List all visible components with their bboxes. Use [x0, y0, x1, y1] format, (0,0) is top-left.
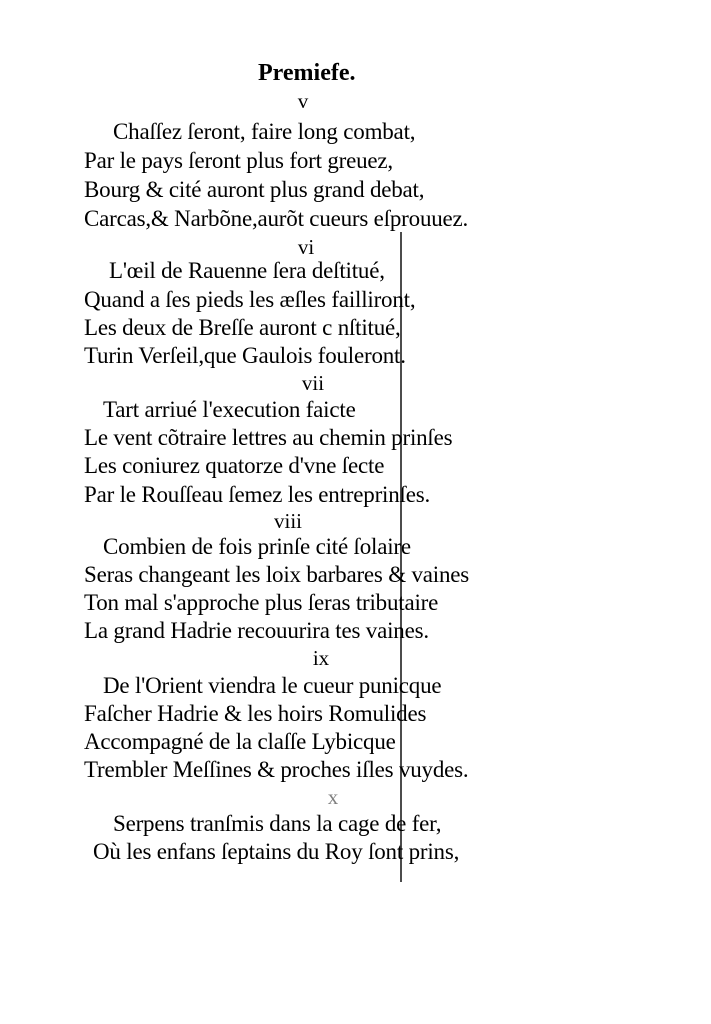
verse-line: Turin Verſeil,que Gaulois fouleront. [84, 343, 406, 368]
verse-line: Chaſſez ſeront, faire long combat, [113, 119, 416, 144]
verse-line: Les coniurez quatorze d'vne ſecte [84, 453, 385, 478]
quatrain-numeral: vii [301, 371, 325, 395]
quatrain-numeral: vi [297, 235, 315, 259]
quatrain-numeral: v [297, 89, 309, 113]
verse-line: Accompagné de la claſſe Lybicque [84, 729, 396, 754]
verse-line: L'œil de Rauenne ſera deſtitué, [109, 258, 385, 283]
page-header: Premiefe. [258, 60, 356, 86]
verse-line: La grand Hadrie recouurira tes vaines. [84, 618, 429, 643]
verse-line: Carcas,& Narbõne,aurõt cueurs eſprouuez. [84, 206, 469, 231]
verse-line: Faſcher Hadrie & les hoirs Romulides [84, 701, 427, 726]
quatrain-numeral: x [327, 785, 339, 809]
verse-line: Par le pays ſeront plus fort greuez, [84, 148, 393, 173]
verse-line: Où les enfans ſeptains du Roy ſont prins, [93, 839, 460, 864]
verse-line: Tart arriué l'execution faicte [103, 397, 356, 422]
verse-line: Par le Rouſſeau ſemez les entreprinſes. [84, 482, 431, 507]
verse-line: Seras changeant les loix barbares & vaines [84, 562, 470, 587]
verse-line: Le vent cõtraire lettres au chemin prinſes [84, 425, 453, 450]
verse-line: Ton mal s'approche plus ſeras tributaire [84, 590, 439, 615]
verse-line: Combien de fois prinſe cité ſolaire [103, 534, 411, 559]
verse-line: Trembler Meſſines & proches iſles vuydes. [84, 757, 469, 782]
verse-line: De l'Orient viendra le cueur punicque [103, 673, 442, 698]
verse-line: Bourg & cité auront plus grand debat, [84, 177, 425, 202]
verse-line: Serpens tranſmis dans la cage de fer, [113, 811, 442, 836]
quatrain-numeral: viii [273, 509, 302, 533]
verse-line: Quand a ſes pieds les æſles failliront, [84, 287, 416, 312]
verse-line: Les deux de Breſſe auront c nſtitué, [84, 315, 401, 340]
quatrain-numeral: ix [312, 646, 330, 670]
